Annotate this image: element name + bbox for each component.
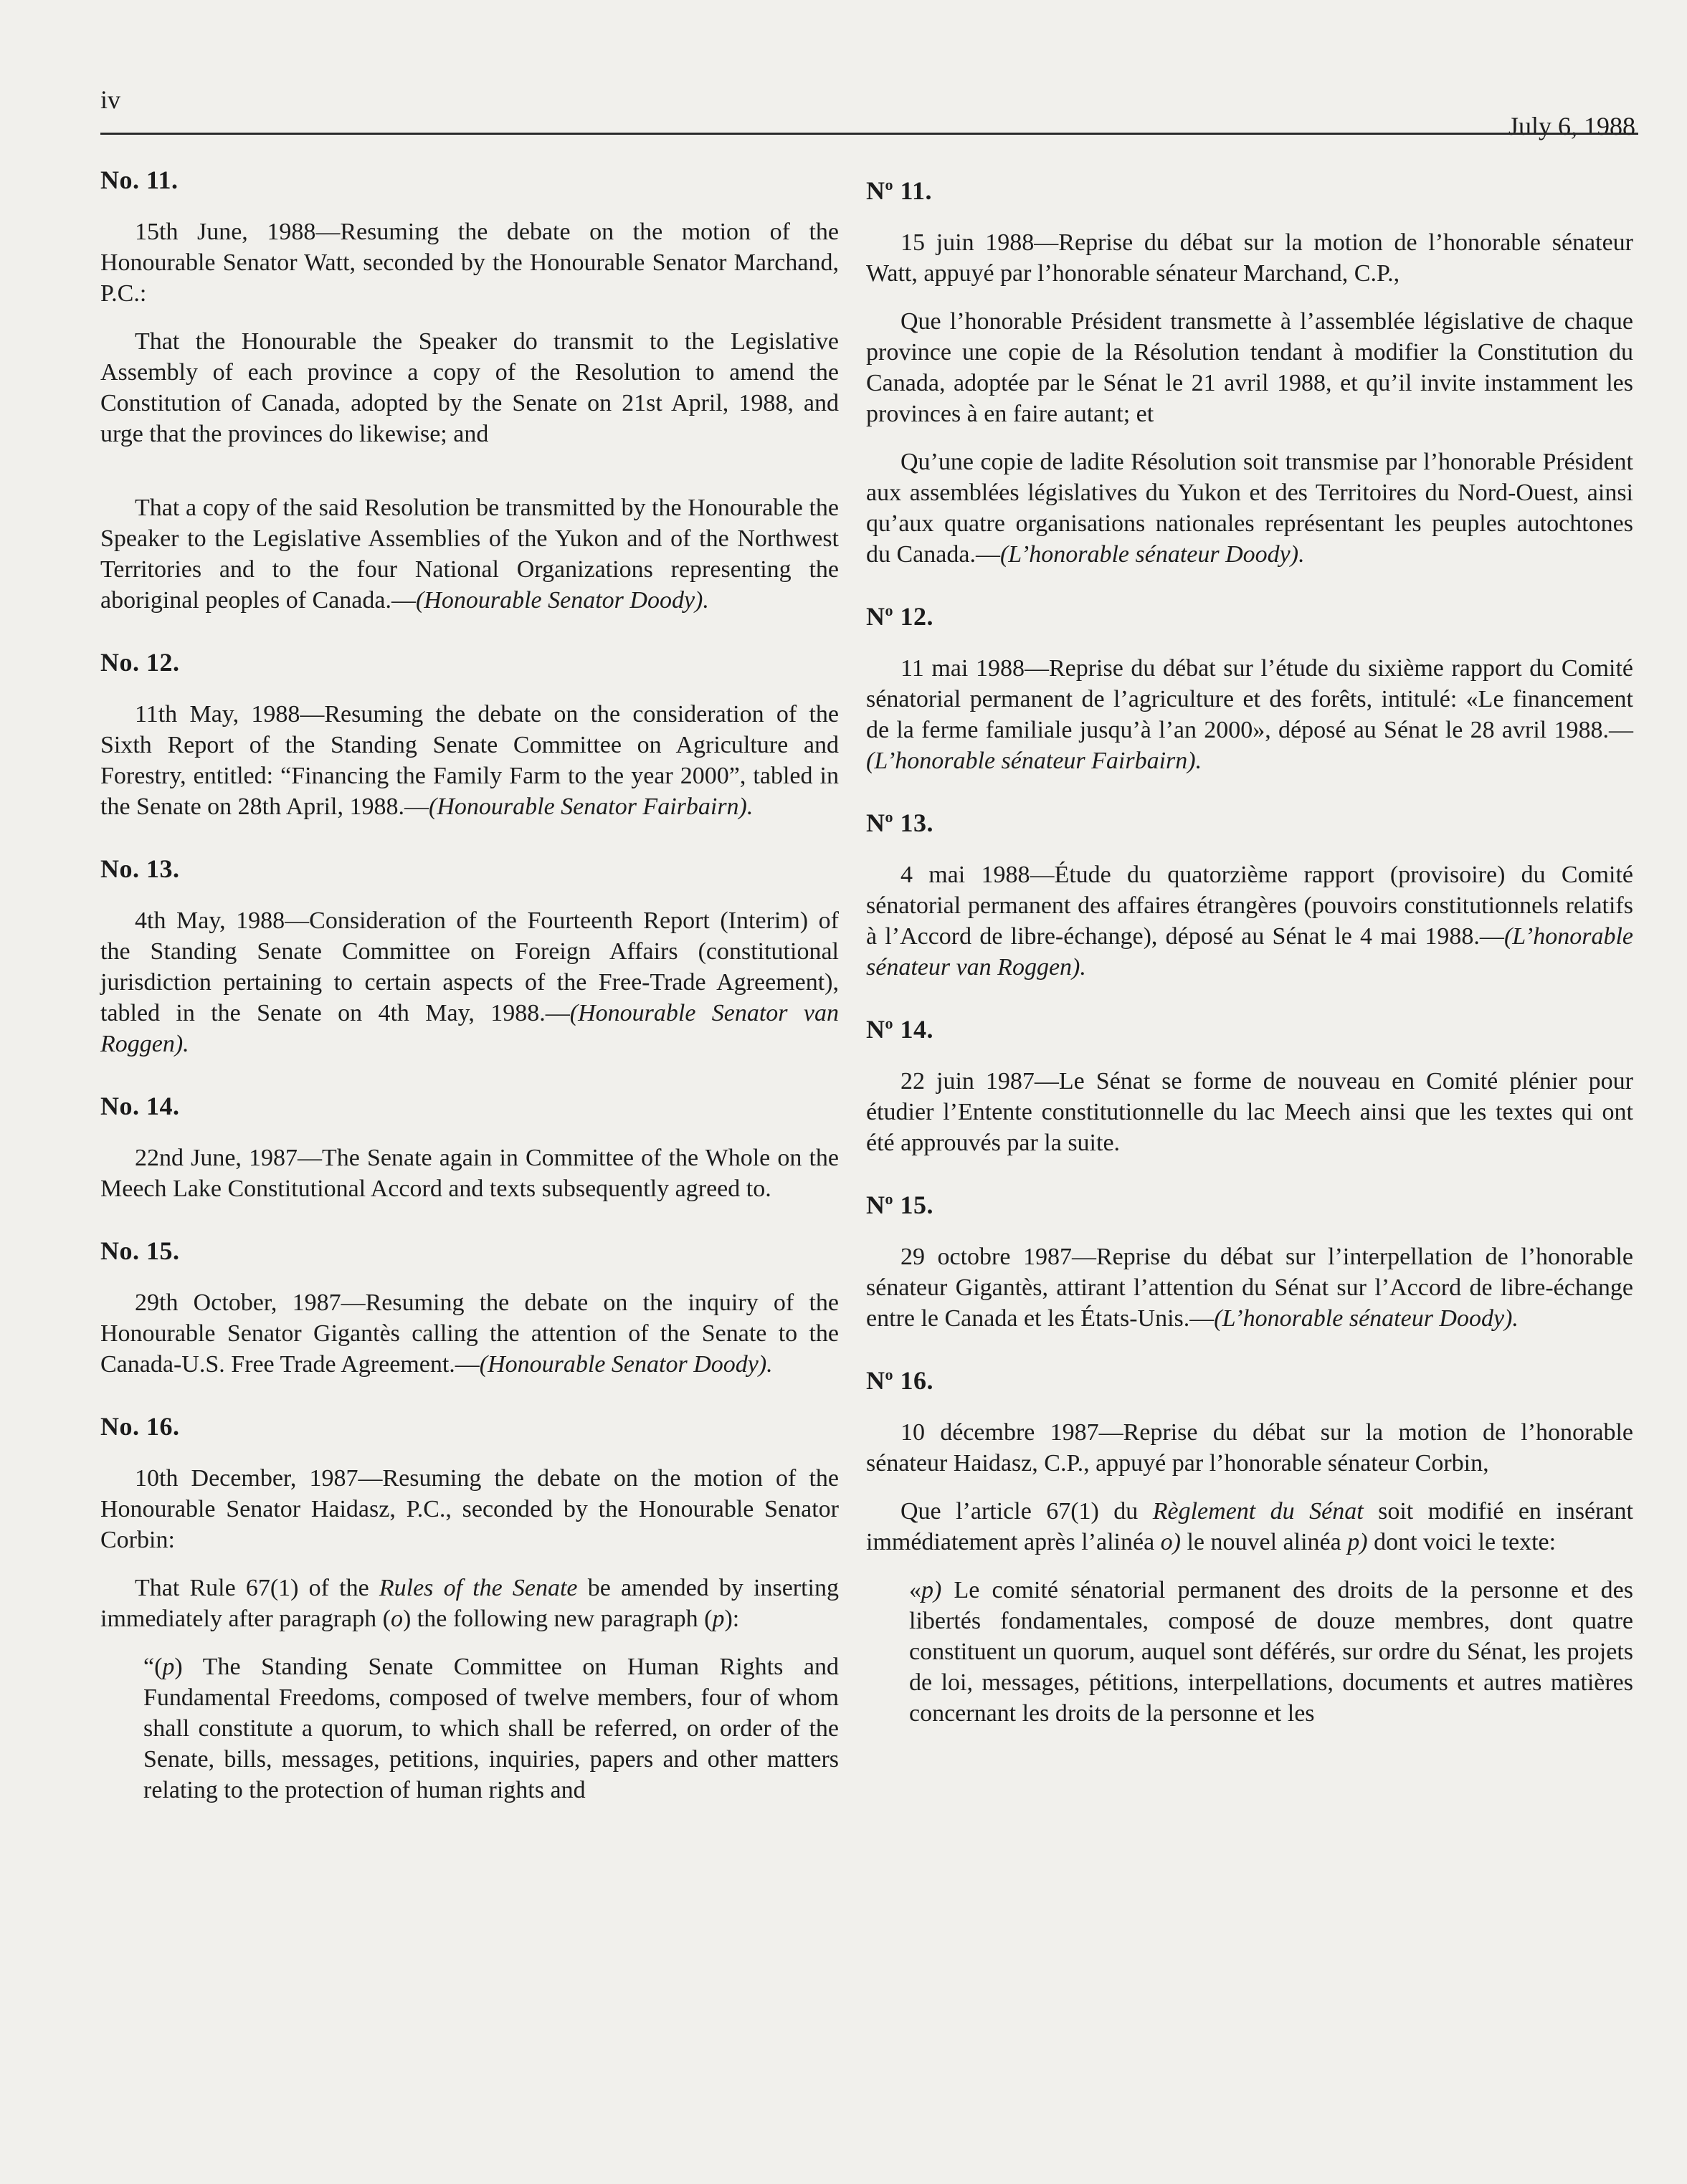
paragraph: 22 juin 1987—Le Sénat se forme de nouveau en Comité plénier pour étudier l’Entente constitutionnelle du lac Meech ainsi que les textes qui ont été approuvés par la suite. <box>866 1068 1633 1156</box>
item-13-en <box>100 854 839 1059</box>
item-15-en <box>100 1236 839 1380</box>
item-12-en <box>100 647 839 822</box>
paragraph: That Rule 67(1) of the Rules of the Senate be amended by inserting immediately after paragraph (o) the following new paragraph (p): <box>100 1575 839 1632</box>
paragraph: 15 juin 1988—Reprise du débat sur la motion de l’honorable sénateur Watt, appuyé par l’honorable sénateur Marchand, C.P., <box>866 229 1633 287</box>
paragraph: That the Honourable the Speaker do transmit to the Legislative Assembly of each province a copy of the Resolution to amend the Constitution of Canada, adopted by the Senate on 21st April, 1988, and urge that the provinces do likewise; and <box>100 328 839 447</box>
item-11-en <box>100 165 839 616</box>
paragraph: 10th December, 1987—Resuming the debate on the motion of the Honourable Senator Haidasz, P.C., seconded by the Honourable Senator Corbin: <box>100 1465 839 1553</box>
item-number: No. 11. <box>100 166 179 194</box>
paragraph: 15th June, 1988—Resuming the debate on the motion of the Honourable Senator Watt, seconded by the Honourable Senator Marchand, P.C.: <box>100 219 839 307</box>
paragraph: Que l’honorable Président transmette à l’assemblée législative de chaque province une copie de la Résolution tendant à modifier la Constitution du Canada, adoptée par le Sénat le 21 avril 1988, et qu’il invite instamment les provinces à en faire autant; et <box>866 308 1633 427</box>
item-number: $N^o$ 12. <box>866 601 933 631</box>
item-number: $N^o$ 11. <box>866 176 933 205</box>
page-number: iv <box>100 85 121 114</box>
item-number: No. 15. <box>100 1236 180 1265</box>
item-13-fr <box>866 808 1633 983</box>
quoted-paragraph: “(p) The Standing Senate Committee on Human Rights and Fundamental Freedoms, composed of twelve members, four of whom shall constitute a quorum, to which shall be referred, on order of the Senate, bills, messages, petitions, inquiries, papers and other matters relating to the protection of human rights and <box>143 1654 839 1803</box>
paragraph: That a copy of the said Resolution be transmitted by the Honourable the Speaker to the Legislative Assemblies of the Yukon and of the Northwest Territories and to the four National Organizations representing the aboriginal peoples of Canada.—(Honourable Senator Doody). <box>100 495 839 614</box>
paragraph: 4 mai 1988—Étude du quatorzième rapport (provisoire) du Comité sénatorial permanent des affaires étrangères (pouvoirs constitutionnels relatifs à l’Accord de libre-échange), déposé au Sénat le 4 mai 1988.—(L’honorable sénateur van Roggen). <box>866 862 1633 981</box>
paragraph: Qu’une copie de ladite Résolution soit transmise par l’honorable Président aux assemblées législatives du Yukon et des Territoires du Nord-Ouest, ainsi qu’aux quatre organisations nationales représentant les peuples autochtones du Canada.—(L’honorable sénateur Doody). <box>866 449 1633 568</box>
paragraph: 29th October, 1987—Resuming the debate on the inquiry of the Honourable Senator Gigantès calling the attention of the Senate to the Canada-U.S. Free Trade Agreement.—(Honourable Senator Doody). <box>100 1289 839 1378</box>
item-number: No. 14. <box>100 1092 180 1120</box>
item-14-en <box>100 1091 839 1204</box>
item-12-fr <box>866 601 1633 776</box>
item-15-fr <box>866 1190 1633 1334</box>
quoted-paragraph: «p) Le comité sénatorial permanent des droits de la personne et des libertés fondamentales, composé de douze membres, dont quatre constituent un quorum, auquel sont déférés, sur ordre du Sénat, les projets de loi, messages, pétitions, interpellations, documents et autres matières concernant les droits de la personne et les <box>909 1577 1633 1727</box>
paragraph: 11th May, 1988—Resuming the debate on the consideration of the Sixth Report of the Standing Senate Committee on Agriculture and Forestry, entitled: “Financing the Family Farm to the year 2000”, tabled in the Senate on 28th April, 1988.—(Honourable Senator Fairbairn). <box>100 701 839 820</box>
paragraph: 22nd June, 1987—The Senate again in Committee of the Whole on the Meech Lake Constitutional Accord and texts subsequently agreed to. <box>100 1145 839 1202</box>
paragraph: Que l’article 67(1) du Règlement du Sénat soit modifié en insérant immédiatement après l’alinéa o) le nouvel alinéa p) dont voici le texte: <box>866 1498 1633 1555</box>
item-number: No. 16. <box>100 1412 180 1441</box>
item-14-fr <box>866 1014 1633 1158</box>
paragraph: 11 mai 1988—Reprise du débat sur l’étude du sixième rapport du Comité sénatorial permanent de l’agriculture et des forêts, intitulé: «Le financement de la ferme familiale jusqu’à l’an 2000», déposé au Sénat le 28 avril 1988.—(L’honorable sénateur Fairbairn). <box>866 655 1633 774</box>
item-number: No. 12. <box>100 648 180 677</box>
paragraph: 29 octobre 1987—Reprise du débat sur l’interpellation de l’honorable sénateur Gigantès, attirant l’attention du Sénat sur l’Accord de libre-échange entre le Canada et les États-Unis.—(L’honorable sénateur Doody). <box>866 1244 1633 1332</box>
paragraph: 4th May, 1988—Consideration of the Fourteenth Report (Interim) of the Standing Senate Committee on Foreign Affairs (constitutional jurisdiction pertaining to certain aspects of the Free-Trade Agreement), tabled in the Senate on 4th May, 1988.—(Honourable Senator van Roggen). <box>100 907 839 1057</box>
item-number: $N^o$ 16. <box>866 1365 933 1395</box>
item-number: $N^o$ 15. <box>866 1190 933 1219</box>
item-16-en <box>100 1411 839 1806</box>
item-number: $N^o$ 13. <box>866 808 933 837</box>
french-column <box>866 176 1633 1760</box>
paragraph: 10 décembre 1987—Reprise du débat sur la motion de l’honorable sénateur Haidasz, C.P., appuyé par l’honorable sénateur Corbin, <box>866 1419 1633 1477</box>
item-number: No. 13. <box>100 854 180 883</box>
item-11-fr <box>866 176 1633 570</box>
item-number: $N^o$ 14. <box>866 1014 933 1044</box>
page-date: July 6, 1988 <box>1508 112 1635 140</box>
header-rule <box>100 133 1638 135</box>
item-16-fr <box>866 1365 1633 1729</box>
english-column <box>100 165 839 1837</box>
